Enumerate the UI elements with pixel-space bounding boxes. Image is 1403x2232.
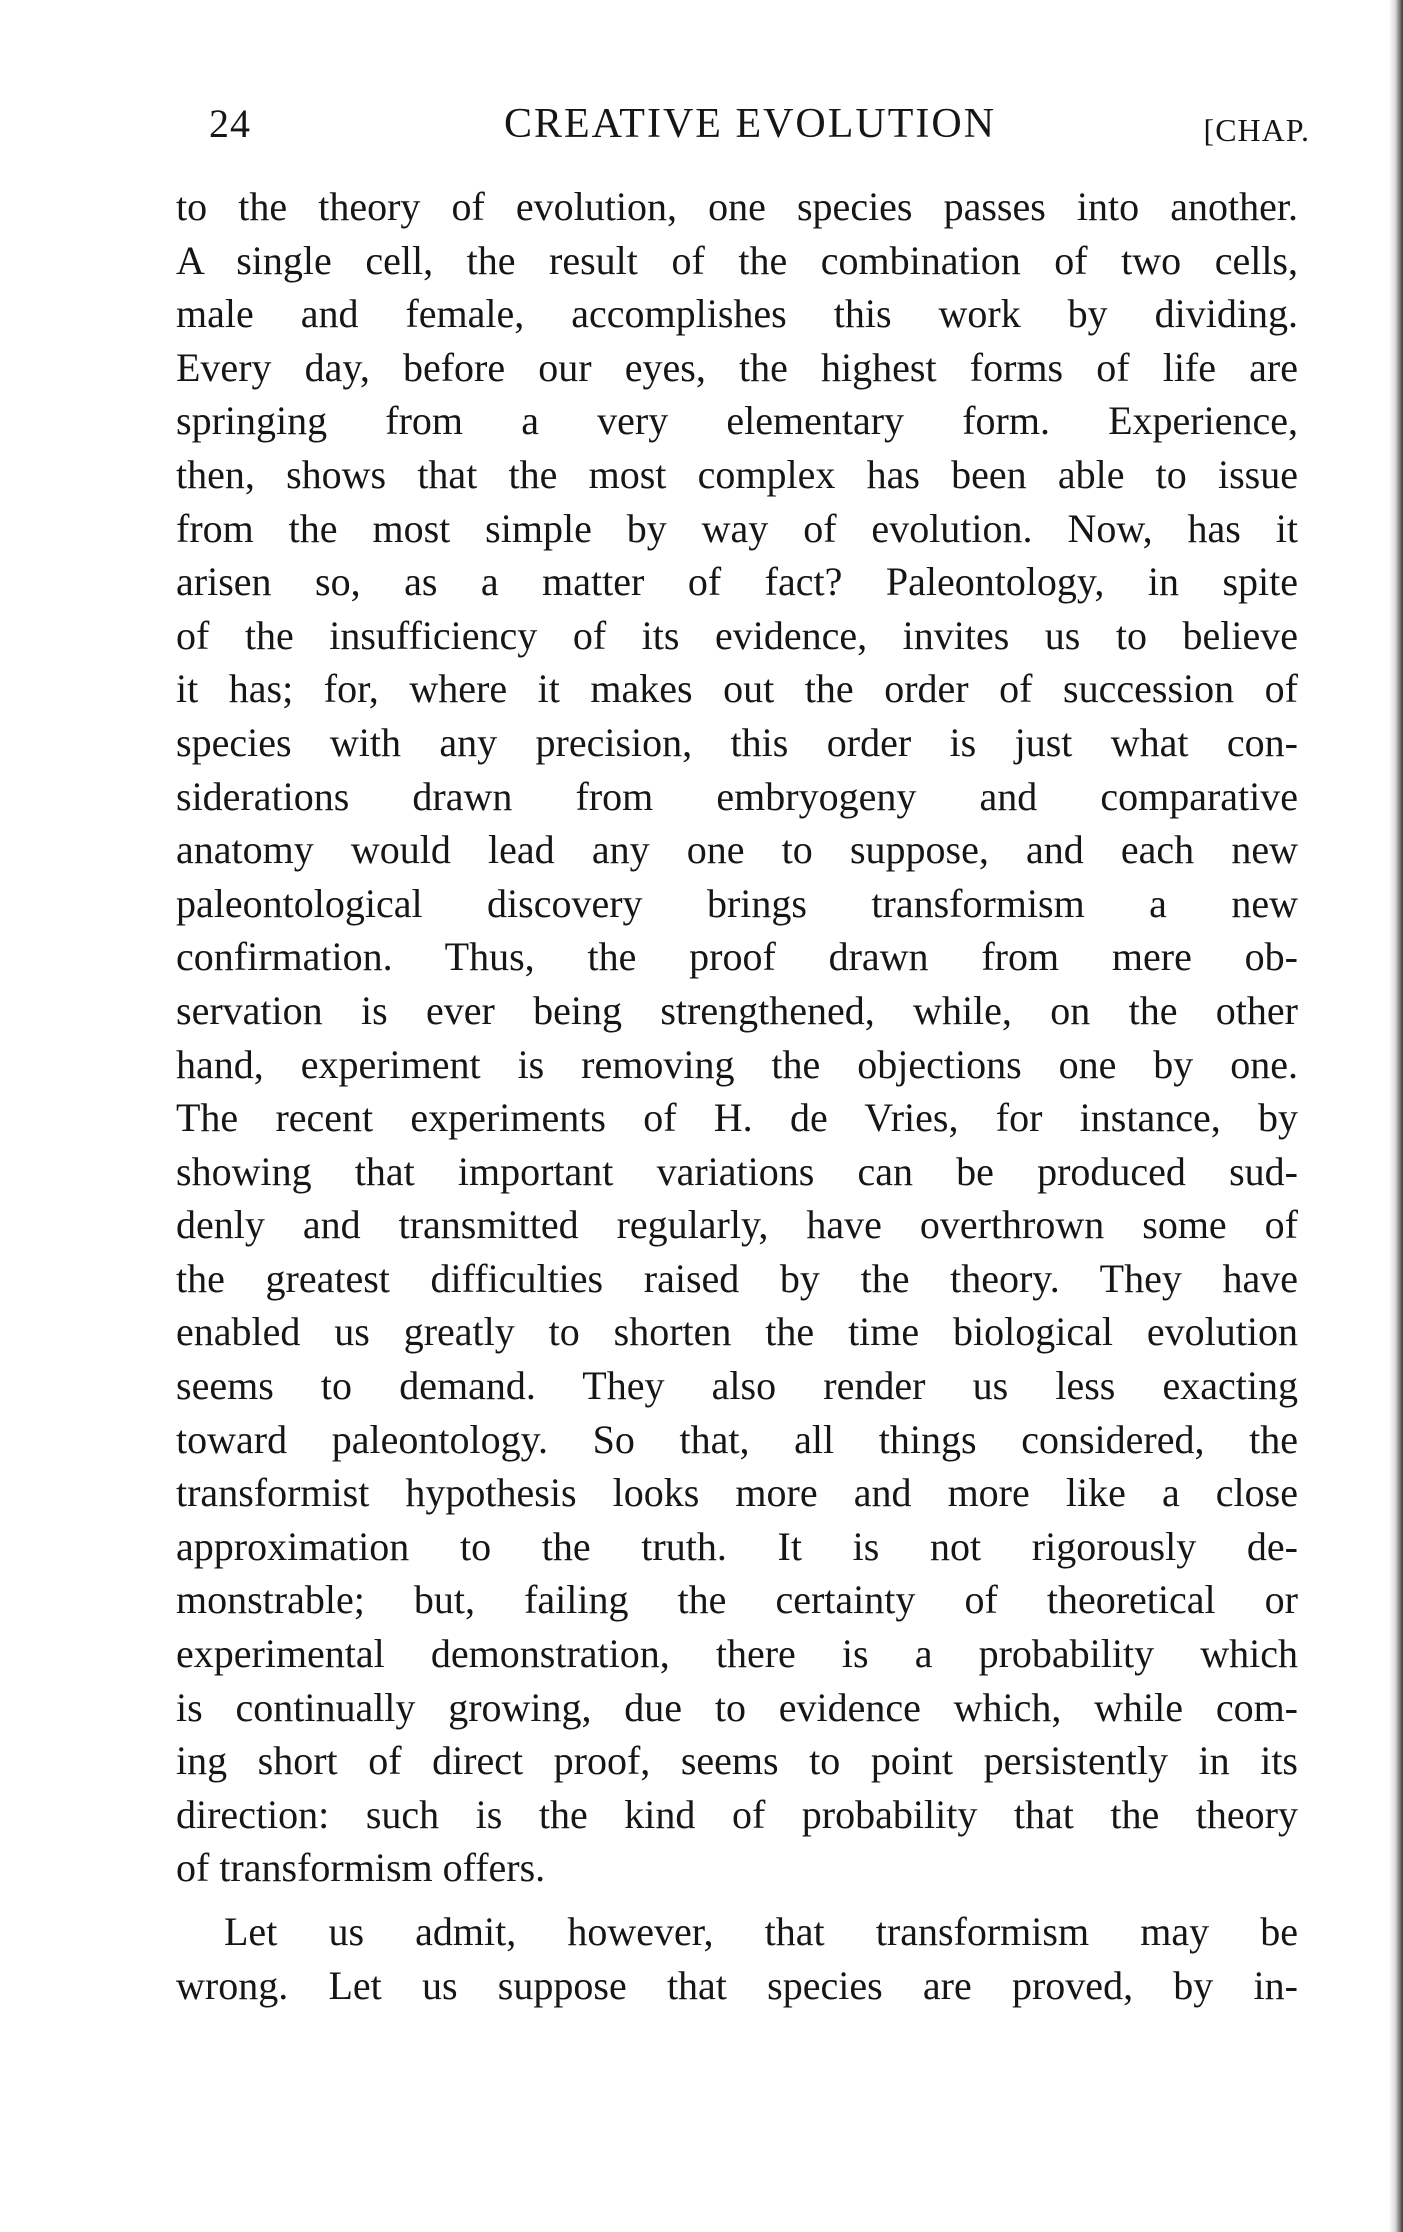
text-line: denly and transmitted regularly, have overthrown some of: [176, 1202, 1298, 1248]
text-line: hand, experiment is removing the objections one by one.: [176, 1041, 1298, 1087]
text-line: direction: such is the kind of probability that the theory: [176, 1791, 1298, 1837]
paragraph: [176, 180, 1298, 1895]
text-line: enabled us greatly to shorten the time biological evolution: [176, 1309, 1298, 1355]
text-line: transformist hypothesis looks more and more like a close: [176, 1470, 1298, 1516]
text-line: Let us admit, however, that transformism may be: [224, 1909, 1298, 1954]
text-line: male and female, accomplishes this work by dividing.: [176, 291, 1298, 337]
text-line: of the insufficiency of its evidence, invites us to believe: [176, 612, 1298, 658]
text-line: then, shows that the most complex has been able to issue: [176, 451, 1298, 497]
running-title: CREATIVE EVOLUTION: [503, 101, 997, 147]
running-header: [185, 92, 1320, 162]
text-line: Every day, before our eyes, the highest forms of life are: [176, 344, 1298, 390]
text-line: springing from a very elementary form. Experience,: [176, 398, 1298, 444]
text-line: the greatest difficulties raised by the theory. They have: [176, 1255, 1298, 1301]
text-line: it has; for, where it makes out the order of succession of: [176, 666, 1298, 712]
text-line: paleontological discovery brings transformism a new: [176, 880, 1298, 926]
text-line: The recent experiments of H. de Vries, for instance, by: [176, 1095, 1298, 1141]
text-line: arisen so, as a matter of fact? Paleontology, in spite: [176, 559, 1298, 605]
text-line: siderations drawn from embryogeny and comparative: [176, 773, 1298, 819]
text-line: seems to demand. They also render us less exacting: [176, 1363, 1298, 1409]
text-line: experimental demonstration, there is a probability which: [176, 1631, 1298, 1677]
text-line: approximation to the truth. It is not rigorously de-: [176, 1523, 1298, 1569]
text-line: A single cell, the result of the combination of two cells,: [176, 237, 1298, 283]
text-line: confirmation. Thus, the proof drawn from mere ob-: [176, 934, 1298, 980]
text-line: from the most simple by way of evolution. Now, has it: [176, 505, 1298, 551]
text-line: monstrable; but, failing the certainty of theoretical or: [176, 1577, 1298, 1623]
page-edge-shadow: [1389, 0, 1403, 2232]
text-line: toward paleontology. So that, all things considered, the: [176, 1416, 1298, 1462]
text-line: species with any precision, this order is just what con-: [176, 719, 1298, 765]
text-line: is continually growing, due to evidence which, while com-: [176, 1684, 1298, 1730]
text-line: to the theory of evolution, one species passes into another.: [176, 184, 1298, 229]
chapter-mark: [CHAP.: [1203, 112, 1310, 148]
text-line: showing that important variations can be produced sud-: [176, 1148, 1298, 1194]
page-number: 24: [209, 101, 251, 146]
text-line: of transformism offers.: [176, 1845, 546, 1891]
text-line: ing short of direct proof, seems to point persistently in its: [176, 1738, 1298, 1784]
paragraph-gap: [176, 1895, 1298, 1905]
body-text: [176, 180, 1298, 2012]
text-line: servation is ever being strengthened, while, on the other: [176, 987, 1298, 1033]
paragraph: [176, 1905, 1298, 2012]
text-line: anatomy would lead any one to suppose, and each new: [176, 827, 1298, 873]
text-line: wrong. Let us suppose that species are proved, by in-: [176, 1962, 1298, 2008]
